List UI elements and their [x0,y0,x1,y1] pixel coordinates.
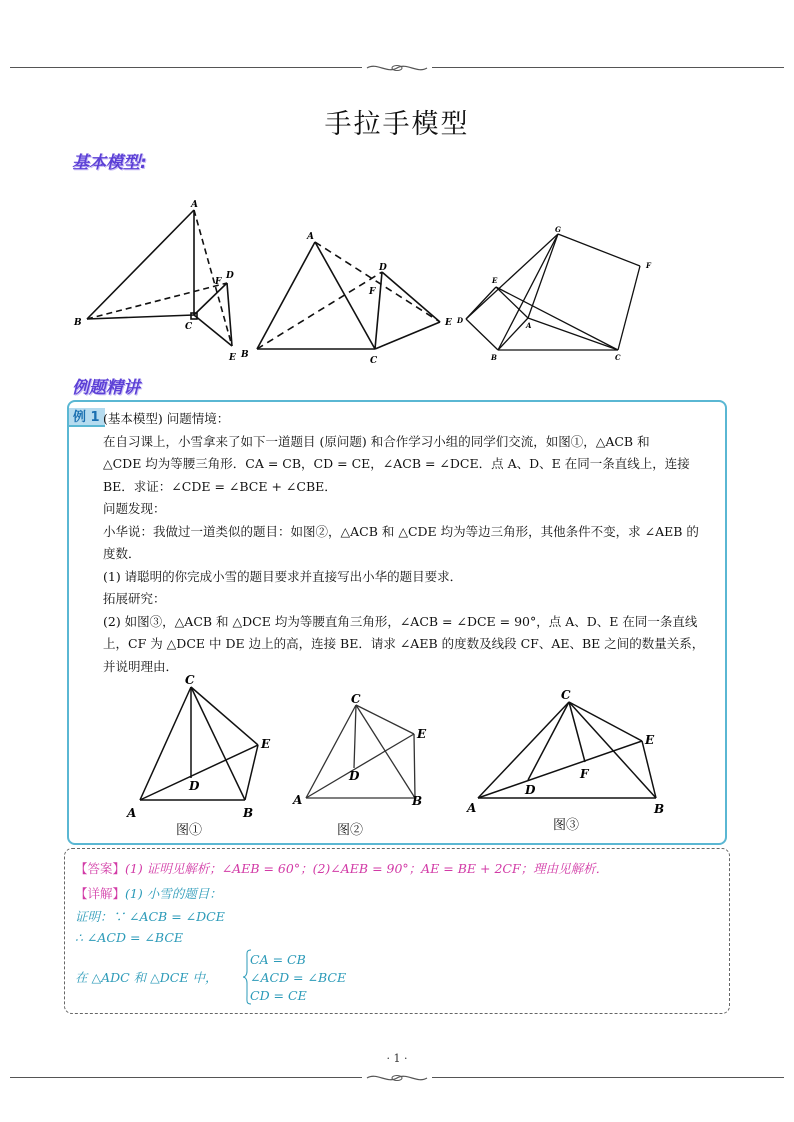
fig3-label-b: B [491,353,497,362]
ex-fig3-label-b: B [654,802,665,816]
example-figure-2 [289,690,439,820]
example-figure-3 [464,686,674,816]
detail-label: 【详解】 [75,886,126,901]
answer-text: (1) 证明见解析；∠AEB = 60°；(2)∠AEB = 90°；AE = BE + 2CF；理由见解析． [125,861,609,876]
example-line: 度数． [103,546,141,561]
ex-fig3-label-d: D [525,783,536,797]
fig1-label-e: E [229,353,236,363]
ex-fig1-label-e: E [261,737,271,751]
ex-fig1-label-b: B [243,806,254,820]
example-tag: 例 1 [69,408,105,427]
example-text [103,408,721,678]
basic-model-figure-1 [70,195,245,370]
basic-model-figure-3 [450,222,665,362]
section-basic-model: 基本模型: [72,153,147,173]
fig1-label-f: F [215,277,222,287]
caption-figure-3: 图③ [553,818,580,833]
proof-line-1: 证明：∵ ∠ACB = ∠DCE [75,909,225,924]
ex-fig2-label-c: C [351,692,361,706]
fig2-label-a: A [307,232,314,242]
example-line: 小华说：我做过一道类似的题目：如图②，△ACB 和 △CDE 均为等边三角形，其他条件不变，求 ∠AEB 的 [103,523,699,539]
fig2-label-f: F [369,287,376,297]
ex-fig1-label-c: C [185,673,195,687]
fig2-label-b: B [241,350,249,360]
example-line: (2) 如图③，△ACB 和 △DCE 均为等腰直角三角形，∠ACB = ∠DCE = 90°，点 A、D、E 在同一条直线 [103,613,698,629]
answer-box [64,848,730,1014]
example-line: 上，CF 为 △DCE 中 DE 边上的高，连接 BE．请求 ∠AEB 的度数及线段 CF、AE、BE 之间的数量关系， [103,636,705,651]
detail-text: (1) 小雪的题目： [125,886,222,901]
in-triangles-line: 在 △ADC 和 △DCE 中， [75,970,218,985]
fig3-label-d: D [457,316,464,325]
fig2-label-d: D [379,263,387,273]
example-line: (1) 请聪明的你完成小雪的题目要求并直接写出小华的题目要求． [103,568,463,584]
ex-fig1-label-d: D [189,779,200,793]
fig2-label-c: C [370,356,378,366]
header-ornament [362,62,432,74]
system-line: CD = CE [250,988,307,1003]
example-line: BE．求证：∠CDE = ∠BCE + ∠CBE． [103,478,337,494]
ex-fig3-label-e: E [645,733,655,747]
caption-figure-1: 图① [176,823,203,838]
system-line: ∠ACD = ∠BCE [250,970,347,985]
equation-system [250,951,346,1005]
ex-fig3-label-a: A [467,801,477,815]
footer-ornament [362,1072,432,1084]
example-line: 在自习课上，小雪拿来了如下一道题目 (原问题) 和合作学习小组的同学们交流，如图①，△ACB 和 [103,433,650,449]
fig1-label-b: B [74,318,82,328]
fig3-label-g: G [555,225,561,234]
example-line: 拓展研究： [103,591,166,606]
example-line: (基本模型) 问题情境： [103,411,230,426]
detail-line [75,884,715,902]
fig1-label-d: D [226,271,234,281]
ex-fig2-label-d: D [349,769,360,783]
example-line: 并说明理由． [103,658,179,674]
ex-fig2-label-a: A [293,793,303,807]
fig2-label-e: E [445,318,452,328]
answer-line [75,859,715,877]
ex-fig2-label-b: B [412,794,423,808]
fig1-label-c: C [185,322,193,332]
fig3-label-e: E [492,276,498,285]
fig3-label-a: A [526,321,532,330]
fig3-label-f: F [646,261,651,270]
caption-figure-2: 图② [337,823,364,838]
fig1-label-a: A [191,200,198,210]
fig3-label-c: C [615,353,621,362]
example-figure-1 [123,672,293,822]
page-number: · 1 · [386,1052,408,1065]
example-line: 问题发现： [103,501,166,516]
section-examples: 例题精讲 [72,378,140,398]
page-title: 手拉手模型 [324,109,470,140]
ex-fig3-label-f: F [580,767,589,781]
example-box [67,400,727,845]
ex-fig1-label-a: A [127,806,137,820]
example-line: △CDE 均为等腰三角形．CA = CB，CD = CE，∠ACB = ∠DCE．点 A、D、E 在同一条直线上，连接 [103,456,690,471]
system-line: CA = CB [250,952,306,967]
ex-fig3-label-c: C [561,688,571,702]
answer-label: 【答案】 [75,861,126,876]
proof-line-2: ∴ ∠ACD = ∠BCE [75,930,184,945]
basic-model-figure-2 [235,225,460,370]
ex-fig2-label-e: E [417,727,427,741]
